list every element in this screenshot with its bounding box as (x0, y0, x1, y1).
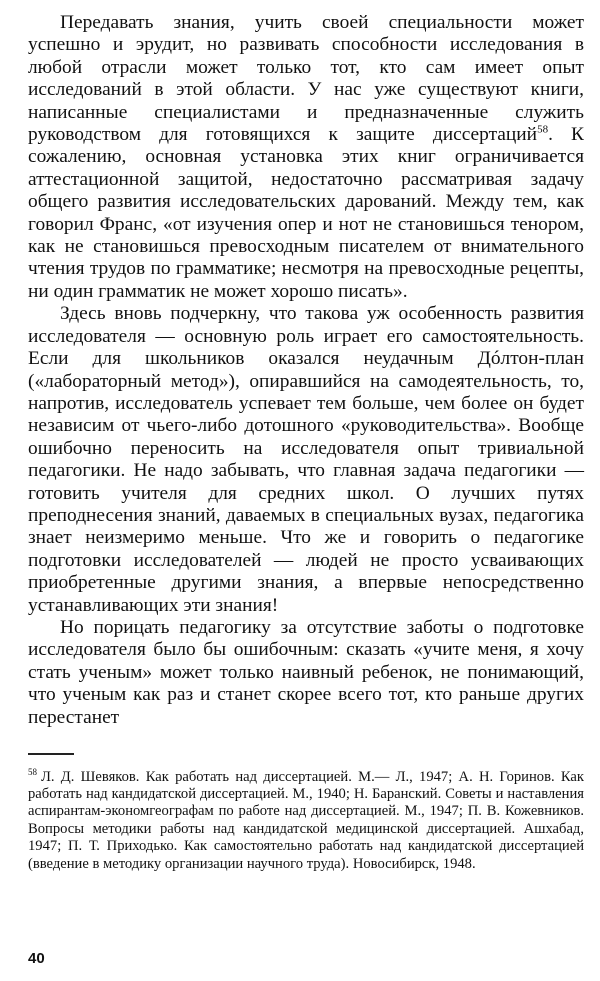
page-number: 40 (28, 950, 45, 967)
paragraph-2: Здесь вновь подчеркну, что такова уж особенность развития исследователя — основную роль играет его самостоятельность. Если для школьников оказался неудачным Дóлтон-план («лабораторный метод»), опиравшийся на самодеятельность, то, напротив, исследователь успевает тем больше, чем более он будет независим от чьего-либо дотошного «руководительства». Вообще ошибочно переносить на исследователя опыт тривиальной педагогики. Не надо забывать, что главная задача педагогики — готовить учителя для средних школ. О лучших путях преподнесения знаний, даваемых в специальных вузах, педагогика знает неизмеримо меньше. Что же и говорить о педагогике подготовки исследователей — людей не просто усваивающих приобретенные другими знания, а впервые непосредственно устанавливающих эти знания! (28, 303, 584, 616)
paragraph-1-text: Передавать знания, учить своей специальности может успешно и эрудит, но развивать способности исследования в любой отрасли может только тот, кто сам имеет опыт исследований в этой области. У нас уже существуют книги, написанные специалистами и предназначенные служить руководством для готовящихся к защите диссертаций (28, 12, 584, 146)
footnote-text: Л. Д. Шевяков. Как работать над диссертацией. М.— Л., 1947; А. Н. Горинов. Как работать над кандидатской диссертацией. М., 1940; Н. Баранский. Советы и наставления аспирантам-экономгеографам по работе над диссертацией. М., 1947; П. В. Кожевников. Вопросы методики работы над кандидатской медицинской диссертацией. Ашхабад, 1947; П. Т. Приходько. Как самостоятельно работать над кандидатской диссертацией (введение в методику организации научного труда). Новосибирск, 1948. (28, 768, 584, 872)
paragraph-3: Но порицать педагогику за отсутствие заботы о подготовке исследователя было бы ошибочным: сказать «учите меня, я хочу стать ученым» может только наивный ребенок, не понимающий, что ученым как раз и станет скорее всего тот, кто раньше других перестанет (28, 616, 584, 728)
footnote-reference: 58 (537, 123, 549, 136)
main-text (28, 12, 584, 729)
footnote (28, 766, 584, 873)
paragraph-1-continuation: . К сожалению, основная установка этих книг ограничивается аттестационной защитой, недостаточно рассматривая задачу общего развития исследовательских дарований. Между тем, как говорил Франс, «от изучения опер и нот не становишься тенором, как не становишься превосходным писателем от внимательного чтения трудов по грамматике; несмотря на превосходные рецепты, ни один грамматик не может хорошо писать». (28, 124, 584, 302)
page (28, 12, 584, 873)
paragraph-1 (28, 12, 584, 303)
footnote-marker: 58 (28, 766, 37, 777)
footnote-separator (28, 753, 74, 755)
